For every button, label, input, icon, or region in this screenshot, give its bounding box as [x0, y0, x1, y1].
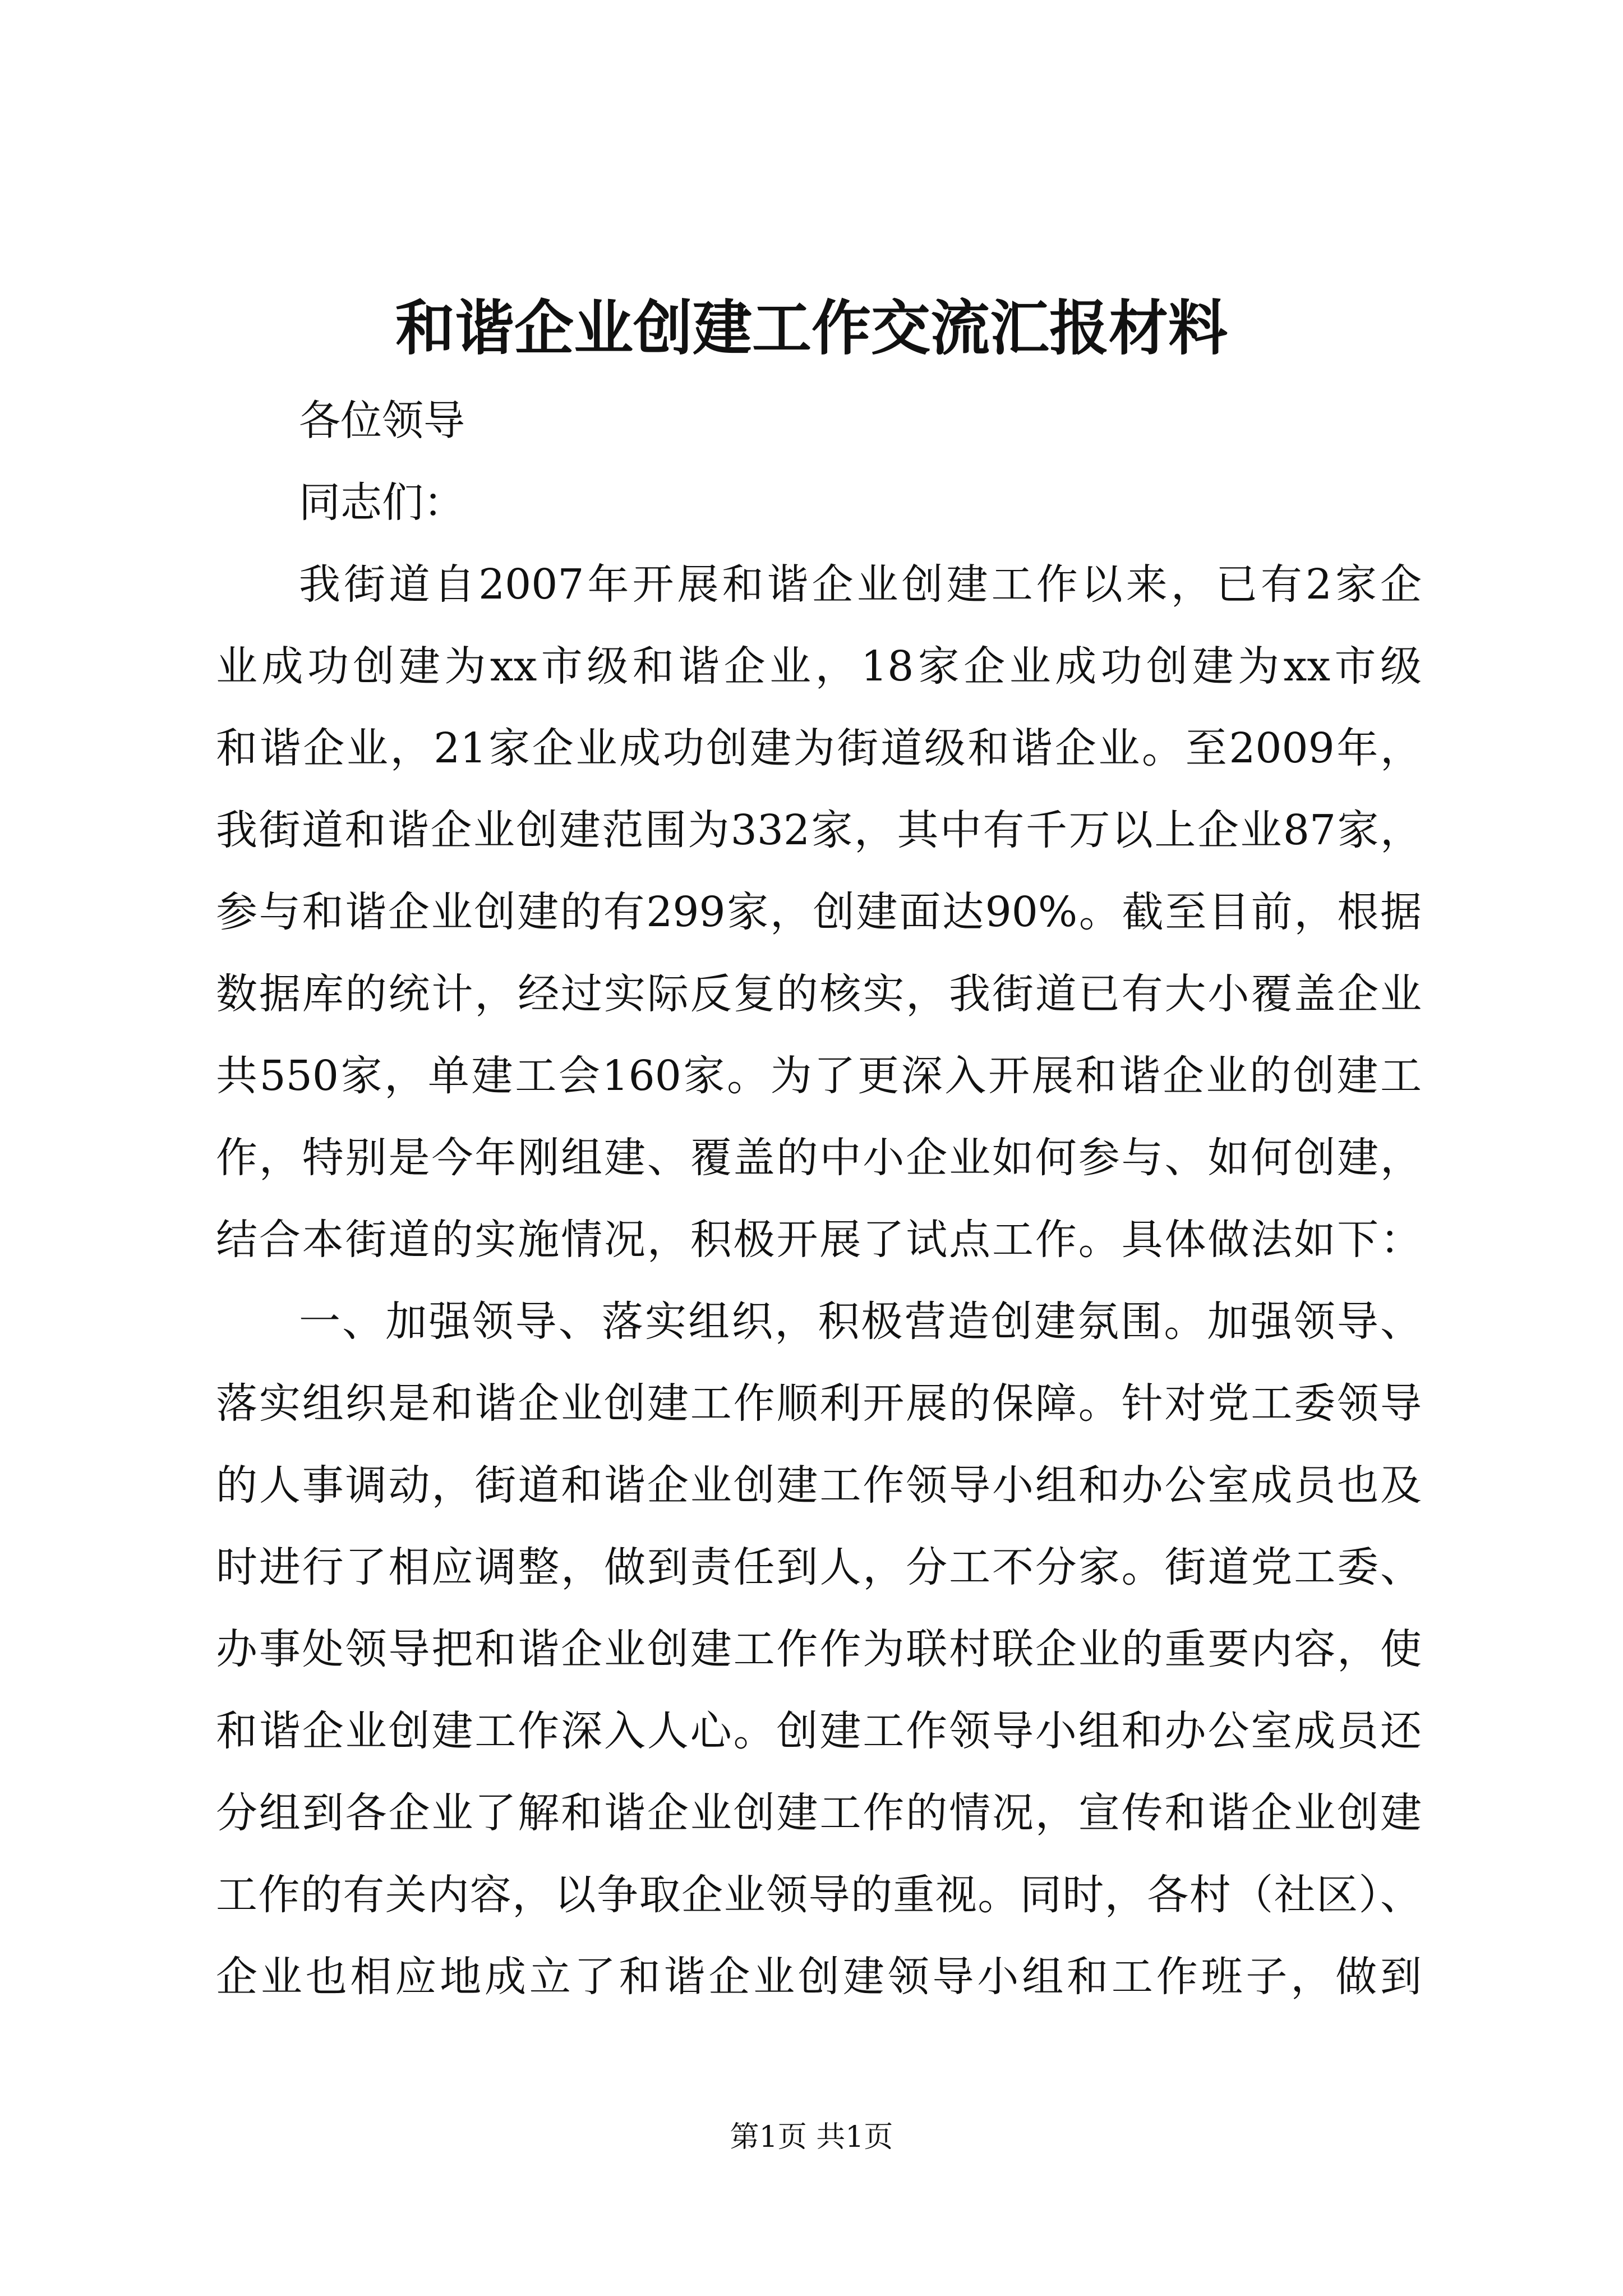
paragraph: [216, 544, 1422, 1281]
page-number-footer: 第1页 共1页: [730, 2120, 893, 2154]
paragraph-line: 和谐企业创建工作深入人心。创建工作领导小组和办公室成员还: [216, 1707, 1422, 1755]
paragraph-line: 办事处领导把和谐企业创建工作作为联村联企业的重要内容，使: [216, 1625, 1422, 1673]
salutation-line: 同志们：: [299, 478, 465, 527]
paragraph-line: 一、加强领导、落实组织，积极营造创建氛围。加强领导、: [299, 1297, 1422, 1346]
paragraph-line: 分组到各企业了解和谐企业创建工作的情况，宣传和谐企业创建: [216, 1789, 1422, 1837]
document-title: 和谐企业创建工作交流汇报材料: [395, 293, 1228, 363]
document-body: [216, 380, 1422, 2018]
paragraph-line: 参与和谐企业创建的有299家，创建面达90%。截至目前，根据: [216, 888, 1422, 936]
paragraph-line: 时进行了相应调整，做到责任到人，分工不分家。街道党工委、: [216, 1543, 1422, 1591]
paragraph-line: 落实组织是和谐企业创建工作顺利开展的保障。针对党工委领导: [216, 1379, 1422, 1428]
paragraph-line: 业成功创建为xx市级和谐企业，18家企业成功创建为xx市级: [216, 642, 1422, 691]
paragraph-line: 共550家，单建工会160家。为了更深入开展和谐企业的创建工: [216, 1052, 1422, 1100]
paragraph-line: 我街道和谐企业创建范围为332家，其中有千万以上企业87家，: [216, 806, 1422, 854]
paragraph-line: 结合本街道的实施情况，积极开展了试点工作。具体做法如下：: [216, 1216, 1422, 1264]
paragraph-line: 我街道自2007年开展和谐企业创建工作以来，已有2家企: [299, 560, 1422, 609]
salutation-line: 各位领导: [299, 397, 465, 445]
paragraph-line: 作，特别是今年刚组建、覆盖的中小企业如何参与、如何创建，: [216, 1134, 1422, 1182]
paragraph-line: 的人事调动，街道和谐企业创建工作领导小组和办公室成员也及: [216, 1461, 1422, 1510]
paragraph-line: 工作的有关内容，以争取企业领导的重视。同时，各村（社区）、: [216, 1871, 1422, 1919]
paragraph: [216, 1281, 1422, 2018]
paragraph-line: 数据库的统计，经过实际反复的核实，我街道已有大小覆盖企业: [216, 970, 1422, 1018]
paragraph-line: 企业也相应地成立了和谐企业创建领导小组和工作班子，做到: [216, 1953, 1422, 2001]
paragraph-line: 和谐企业，21家企业成功创建为街道级和谐企业。至2009年，: [216, 724, 1422, 772]
